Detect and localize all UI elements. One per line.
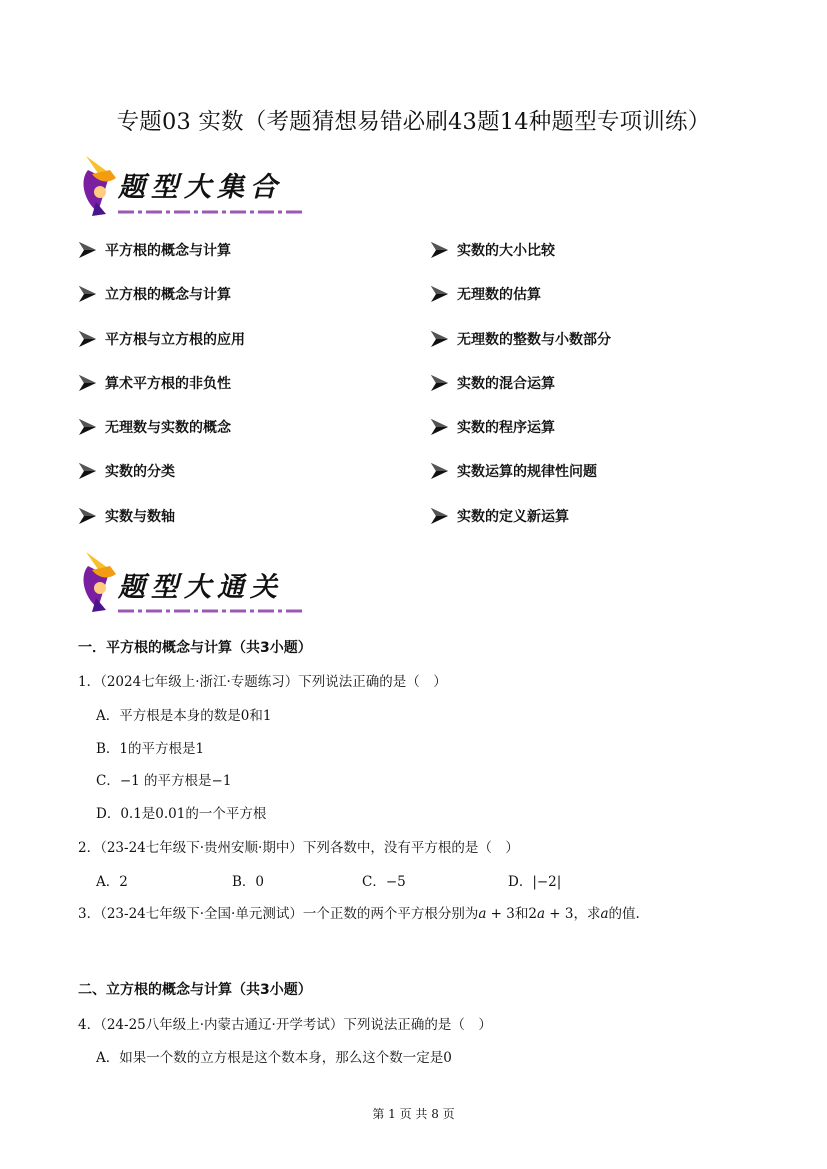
question-2-option-d: D．|−2| [508, 874, 562, 890]
question-4-option-a: A．如果一个数的立方根是这个数本身，那么这个数一定是0 [96, 1050, 452, 1066]
banner-practice-text: 题型大通关 [118, 572, 283, 603]
topic-item [78, 506, 245, 550]
question-1-stem: 1．（2024七年级上·浙江·专题练习）下列说法正确的是（ ） [78, 674, 447, 690]
topic-label: 算术平方根的非负性 [105, 375, 231, 392]
arrow-bullet-icon [78, 461, 98, 481]
topic-label: 实数的大小比较 [457, 243, 555, 259]
topic-item [430, 506, 611, 550]
arrow-bullet-icon [430, 506, 450, 526]
arrow-bullet-icon [430, 329, 450, 349]
question-1-option-d: D．0.1是0.01的一个平方根 [96, 806, 267, 822]
arrow-bullet-icon [430, 417, 450, 437]
topic-item [430, 240, 611, 284]
topic-item [78, 240, 245, 284]
banner-practice [78, 548, 308, 618]
page-footer: 第 1 页 共 8 页 [372, 1107, 455, 1121]
banner-collection [78, 152, 308, 222]
arrow-bullet-icon [430, 240, 450, 260]
page-title: 专题03 实数（考题猜想易错必刷43题14种题型专项训练） [116, 109, 711, 135]
question-2-option-a: A．2 [96, 874, 128, 890]
topic-label: 无理数与实数的概念 [105, 420, 231, 437]
topic-item [430, 329, 611, 373]
arrow-bullet-icon [430, 461, 450, 481]
topic-label: 实数运算的规律性问题 [457, 464, 597, 481]
arrow-bullet-icon [430, 284, 450, 304]
topic-item [78, 284, 245, 328]
topic-label: 实数与数轴 [105, 508, 175, 525]
topic-item [430, 373, 611, 417]
question-1-option-b: B．1的平方根是1 [96, 741, 205, 757]
question-1-option-a: A．平方根是本身的数是0和1 [96, 708, 272, 724]
wizard-icon [83, 156, 116, 216]
question-4-stem: 4．（24-25八年级上·内蒙古通辽·开学考试）下列说法正确的是（ ） [78, 1017, 492, 1033]
topic-item [78, 329, 245, 373]
topic-item [78, 373, 245, 417]
arrow-bullet-icon [430, 373, 450, 393]
wizard-icon [83, 552, 116, 612]
section-heading-1: 一．平方根的概念与计算（共3小题） [78, 640, 312, 656]
section-heading-2: 二、立方根的概念与计算（共3小题） [78, 982, 312, 998]
banner-collection-text: 题型大集合 [118, 172, 283, 203]
topic-item [78, 417, 245, 461]
topic-item [430, 284, 611, 328]
arrow-bullet-icon [78, 417, 98, 437]
topic-label: 实数的分类 [105, 464, 175, 481]
topic-item [78, 461, 245, 505]
topic-item [430, 461, 611, 505]
topic-label: 平方根与立方根的应用 [105, 331, 245, 348]
question-3-stem: 3．（23-24七年级下·全国·单元测试）一个正数的两个平方根分别为𝑎 + 3和2𝑎 + 3，求𝑎的值. [78, 906, 640, 922]
arrow-bullet-icon [78, 329, 98, 349]
question-2-option-b: B．0 [232, 874, 265, 890]
topic-label: 无理数的整数与小数部分 [457, 331, 611, 348]
arrow-bullet-icon [78, 373, 98, 393]
topic-label: 实数的混合运算 [457, 375, 555, 392]
topic-label: 实数的程序运算 [457, 420, 555, 437]
topic-label: 平方根的概念与计算 [105, 243, 231, 259]
question-2-stem: 2．（23-24七年级下·贵州安顺·期中）下列各数中，没有平方根的是（ ） [78, 840, 519, 856]
topic-label: 立方根的概念与计算 [105, 287, 231, 304]
question-2-option-c: C．−5 [362, 874, 406, 890]
topic-label: 无理数的估算 [457, 287, 541, 304]
topic-label: 实数的定义新运算 [457, 508, 569, 525]
question-1-option-c: C．−1 的平方根是−1 [96, 773, 232, 789]
topic-item [430, 417, 611, 461]
arrow-bullet-icon [78, 240, 98, 260]
topics-left [78, 240, 245, 550]
arrow-bullet-icon [78, 506, 98, 526]
topics-right [430, 240, 611, 550]
arrow-bullet-icon [78, 284, 98, 304]
